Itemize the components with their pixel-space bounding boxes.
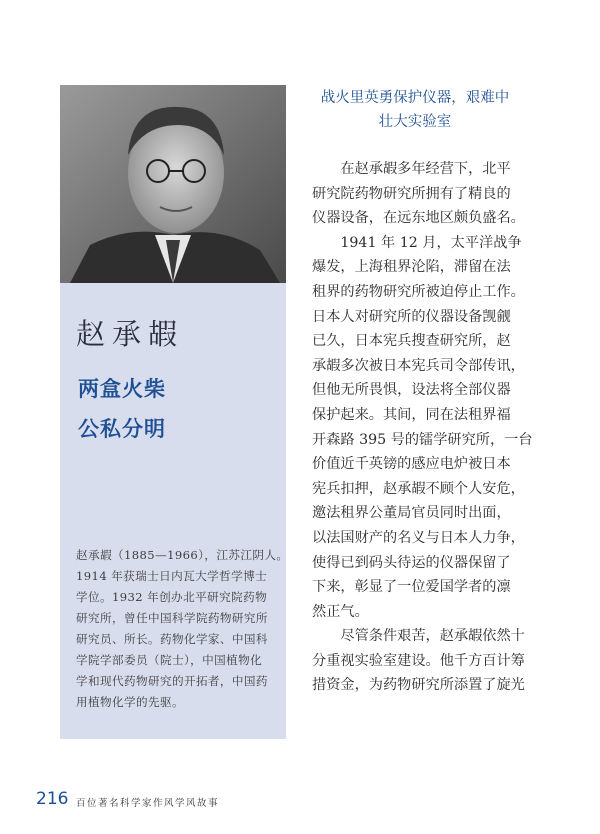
body-line: 保护起来。其间，同在法租界福 xyxy=(312,406,511,423)
body-line: 邀法租界公董局官员同时出面， xyxy=(312,505,511,522)
section-heading-line-2: 壮大实验室 xyxy=(378,114,452,130)
body-line: 以法国财产的名义与日本人力争， xyxy=(312,529,525,546)
bio-line: 用植物化学的先驱。 xyxy=(76,695,184,709)
bio-line: 学位。1932 年创办北平研究院药物 xyxy=(76,590,268,604)
portrait-image xyxy=(60,85,286,283)
body-line: 尽管条件艰苦，赵承嘏依然十 xyxy=(312,628,525,645)
body-line: 使得已到码头待运的仪器保留了 xyxy=(312,554,511,571)
book-series-title: 百位著名科学家作风学风故事 xyxy=(76,798,220,809)
body-line: 租界的药物研究所被迫停止工作。 xyxy=(312,283,525,300)
person-name: 赵承嘏 xyxy=(76,317,185,351)
bio-line: 学院学部委员（院士），中国植物化 xyxy=(76,653,263,667)
body-line: 仪器设备，在远东地区颇负盛名。 xyxy=(312,210,525,227)
body-line: 措资金，为药物研究所添置了旋光 xyxy=(312,677,525,694)
section-heading-line-1: 战火里英勇保护仪器，艰难中 xyxy=(320,90,510,106)
bio-line: 研究员、所长。药物化学家、中国科 xyxy=(76,632,268,646)
bio-line: 学和现代药物研究的开拓者，中国药 xyxy=(76,674,268,688)
body-line: 爆发，上海租界沦陷，滞留在法 xyxy=(312,259,511,276)
body-line: 价值近千英镑的感应电炉被日本 xyxy=(312,456,511,473)
biography xyxy=(76,545,289,713)
body-line: 分重视实验室建设。他千方百计筹 xyxy=(312,652,525,669)
story-title-line-1: 两盒火柴 xyxy=(78,377,166,401)
body-line: 宪兵扣押，赵承嘏不顾个人安危， xyxy=(312,480,525,497)
body-line: 但他无所畏惧，设法将全部仪器 xyxy=(312,382,511,399)
bio-line: 研究所，曾任中国科学院药物研究所 xyxy=(76,611,268,625)
body-line: 下来，彰显了一位爱国学者的凛 xyxy=(312,579,511,596)
portrait-photo xyxy=(60,85,286,283)
bio-line: 1914 年获瑞士日内瓦大学哲学博士 xyxy=(76,569,268,583)
body-line: 承嘏多次被日本宪兵司令部传讯， xyxy=(312,357,525,374)
body-line: 研究院药物研究所拥有了精良的 xyxy=(312,185,511,202)
body-line: 开森路 395 号的镭学研究所，一台 xyxy=(312,431,533,448)
body-line: 在赵承嘏多年经营下，北平 xyxy=(312,161,511,177)
page-number: 216 xyxy=(36,789,69,809)
article-body xyxy=(312,157,533,698)
story-title-line-2: 公私分明 xyxy=(78,417,166,441)
body-line: 日本人对研究所的仪器设备觊觎 xyxy=(312,308,511,325)
bio-line: 赵承嘏（1885—1966），江苏江阴人。 xyxy=(76,548,289,562)
body-line: 然正气。 xyxy=(312,603,369,620)
body-line: 已久，日本宪兵搜查研究所，赵 xyxy=(312,333,511,350)
body-line: 1941 年 12 月，太平洋战争 xyxy=(312,234,522,251)
